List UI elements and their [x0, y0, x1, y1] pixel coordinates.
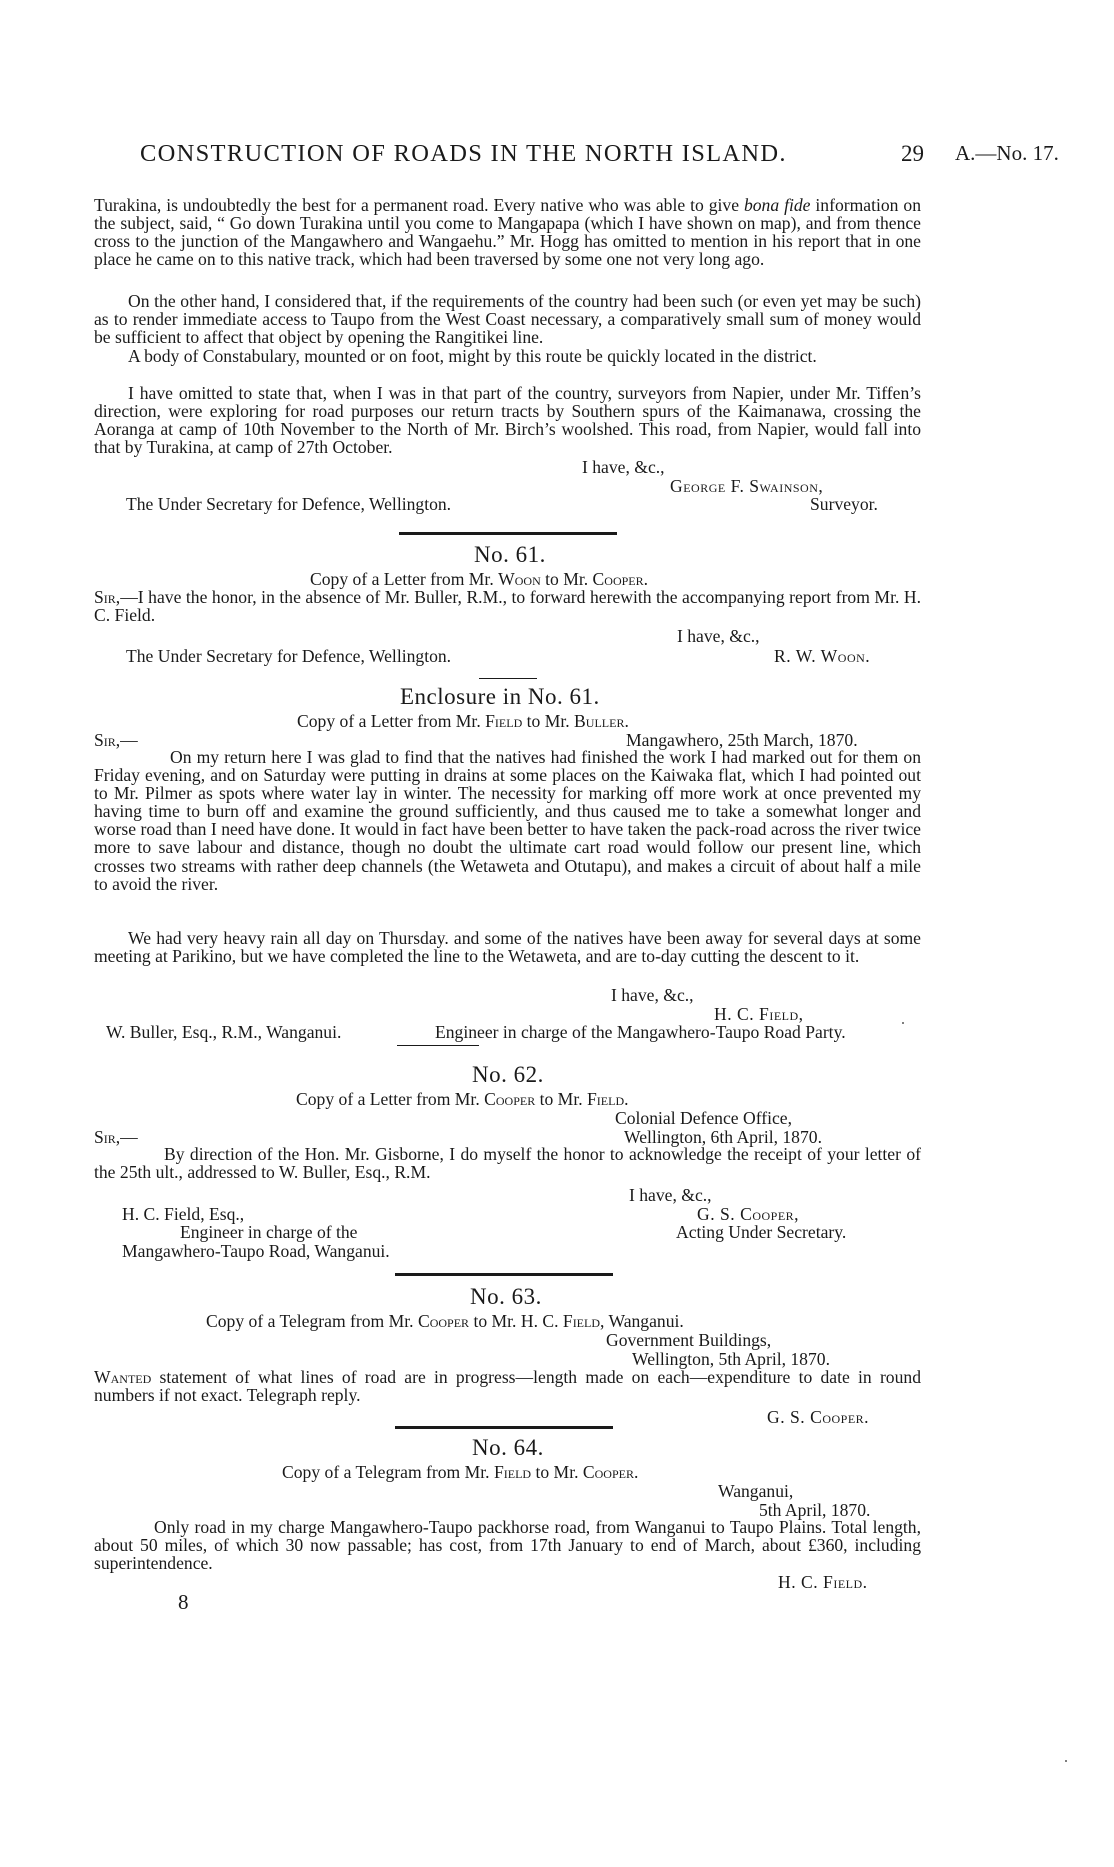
no62-addressee-2: Engineer in charge of the [180, 1222, 358, 1242]
signature-underline [397, 1045, 479, 1046]
intro-addressee: The Under Secretary for Defence, Wellington. [126, 494, 452, 514]
no62-copy-line: Copy of a Letter from Mr. Cooper to Mr. Field. [296, 1089, 629, 1109]
no64-signer: H. C. Field. [778, 1572, 868, 1592]
intro-closing: I have, &c., [582, 457, 665, 477]
no62-place-2: Wellington, 6th April, 1870. [624, 1127, 822, 1147]
no62-closing: I have, &c., [629, 1185, 712, 1205]
intro-p1-text-a: Turakina, is undoubtedly the best for a permanent road. Every native who was able to give [94, 195, 744, 215]
page-header-title: CONSTRUCTION OF ROADS IN THE NORTH ISLAND. [140, 140, 787, 167]
intro-p1-italic: bona fide [743, 195, 811, 215]
section-divider [395, 1273, 613, 1276]
enclosure61-place-date: Mangawhero, 25th March, 1870. [626, 730, 858, 750]
no63-place-2: Wellington, 5th April, 1870. [632, 1349, 830, 1369]
signature-mark: 8 [178, 1590, 189, 1614]
intro-p1-text-b: information on the subject, said, “ Go down Turakina until you come to Mangapapa (which I have shown on map), and from thence cross to the junction of the Mangawhero and Wangaehu.” Mr. Hogg has omitted to mention in his report that in one place he came on to this native track, which had been traversed by some one not very long ago. [94, 195, 921, 270]
enclosure61-paragraph-2: We had very heavy rain all day on Thursday. and some of the natives have been away for several days at some meeting at Parikino, but we have completed the line to the Wetaweta, and are to-day cutting the descent to it. [94, 928, 921, 967]
enclosure61-signer: H. C. Field, [714, 1004, 804, 1024]
no61-addressee: The Under Secretary for Defence, Wellington. [126, 646, 452, 666]
no64-heading: No. 64. [472, 1435, 544, 1460]
speck [902, 1022, 904, 1024]
speck [1065, 1760, 1067, 1762]
page-number: 29 [901, 141, 924, 166]
no62-body: By direction of the Hon. Mr. Gisborne, I do myself the honor to acknowledge the receipt of your letter of the 25th ult., addressed to W. Buller, Esq., R.M. [94, 1144, 921, 1183]
no62-signer: G. S. Cooper, [697, 1204, 800, 1224]
no63-body: Wanted statement of what lines of road are in progress—length made on each—expenditure to date in round numbers if not exact. Telegraph reply. [94, 1367, 921, 1406]
section-divider [399, 532, 617, 535]
intro-signer: George F. Swainson, [670, 476, 824, 496]
enclosure61-addressee: W. Buller, Esq., R.M., Wanganui. [106, 1022, 342, 1042]
no62-place-1: Colonial Defence Office, [615, 1108, 793, 1128]
no62-signer-title: Acting Under Secretary. [676, 1222, 847, 1242]
no64-place-1: Wanganui, [718, 1481, 794, 1501]
no62-addressee-3: Mangawhero-Taupo Road, Wanganui. [122, 1241, 390, 1261]
no64-copy-line: Copy of a Telegram from Mr. Field to Mr. Cooper. [282, 1462, 639, 1482]
no64-body: Only road in my charge Mangawhero-Taupo packhorse road, from Wanganui to Taupo Plains. Total length, about 50 miles, of which 30 now passable; has cost, from 17th January to end of March, about £360, including superintendence. [94, 1517, 921, 1574]
intro-paragraph-4: I have omitted to state that, when I was in that part of the country, surveyors from Napier, under Mr. Tiffen’s direction, were exploring for road purposes our return tracts by Southern spurs of the Kaimanawa, crossing the Aoranga at camp of 10th November to the North of Mr. Birch’s woolshed. This road, from Napier, would fall into that by Turakina, at camp of 27th October. [94, 383, 921, 458]
document-reference: A.—No. 17. [955, 141, 1059, 165]
no63-place-1: Government Buildings, [606, 1330, 772, 1350]
intro-signer-title: Surveyor. [810, 494, 878, 514]
enclosure61-salutation: Sir,— [94, 730, 138, 750]
intro-paragraph-2: On the other hand, I considered that, if the requirements of the country had been such (or even yet may be such) as to render immediate access to Taupo from the West Coast necessary, a comparatively small sum of money would be sufficient to affect that object by opening the Rangitikei line. [94, 291, 921, 348]
no63-heading: No. 63. [470, 1284, 542, 1309]
no62-heading: No. 62. [472, 1062, 544, 1087]
enclosure61-paragraph-1: On my return here I was glad to find that the natives had finished the work I had marked out for them on Friday evening, and on Saturday were putting in drains at some places on the Kaiwaka flat, which I had pointed out to Mr. Pilmer as spots where water lay in winter. The necessity for marking off more work at once prevented my having time to burn off and examine the ground sufficiently, and thus caused me to take a somewhat longer and worse road than I need have done. It would in fact have been better to have taken the pack-road across the river twice more to save labour and distance, though no doubt the ultimate cart road would follow our present line, which crosses two streams with rather deep channels (the Wetaweta and Otutapu), and makes a circuit of about half a mile to avoid the river. [94, 747, 921, 894]
no62-salutation: Sir,— [94, 1127, 138, 1147]
short-divider [479, 678, 537, 679]
no61-heading: No. 61. [474, 542, 546, 567]
no61-copy-line: Copy of a Letter from Mr. Woon to Mr. Cooper. [310, 569, 649, 589]
no64-place-2: 5th April, 1870. [759, 1500, 871, 1520]
no63-copy-line: Copy of a Telegram from Mr. Cooper to Mr. H. C. Field, Wanganui. [206, 1311, 684, 1331]
intro-paragraph-1 [94, 196, 921, 268]
no61-signer: R. W. Woon. [774, 646, 871, 666]
enclosure61-closing: I have, &c., [611, 985, 694, 1005]
intro-paragraph-3: A body of Constabulary, mounted or on foot, might by this route be quickly located in the district. [128, 346, 817, 366]
enclosure61-heading: Enclosure in No. 61. [400, 684, 600, 709]
no63-signer: G. S. Cooper. [767, 1407, 870, 1427]
no62-addressee-1: H. C. Field, Esq., [122, 1204, 245, 1224]
no61-closing: I have, &c., [677, 626, 760, 646]
enclosure61-signer-title: Engineer in charge of the Mangawhero-Taupo Road Party. [435, 1022, 846, 1042]
section-divider [395, 1426, 613, 1429]
no61-body: Sir,—I have the honor, in the absence of Mr. Buller, R.M., to forward herewith the accompanying report from Mr. H. C. Field. [94, 587, 921, 626]
enclosure61-copy-line: Copy of a Letter from Mr. Field to Mr. Buller. [297, 711, 629, 731]
